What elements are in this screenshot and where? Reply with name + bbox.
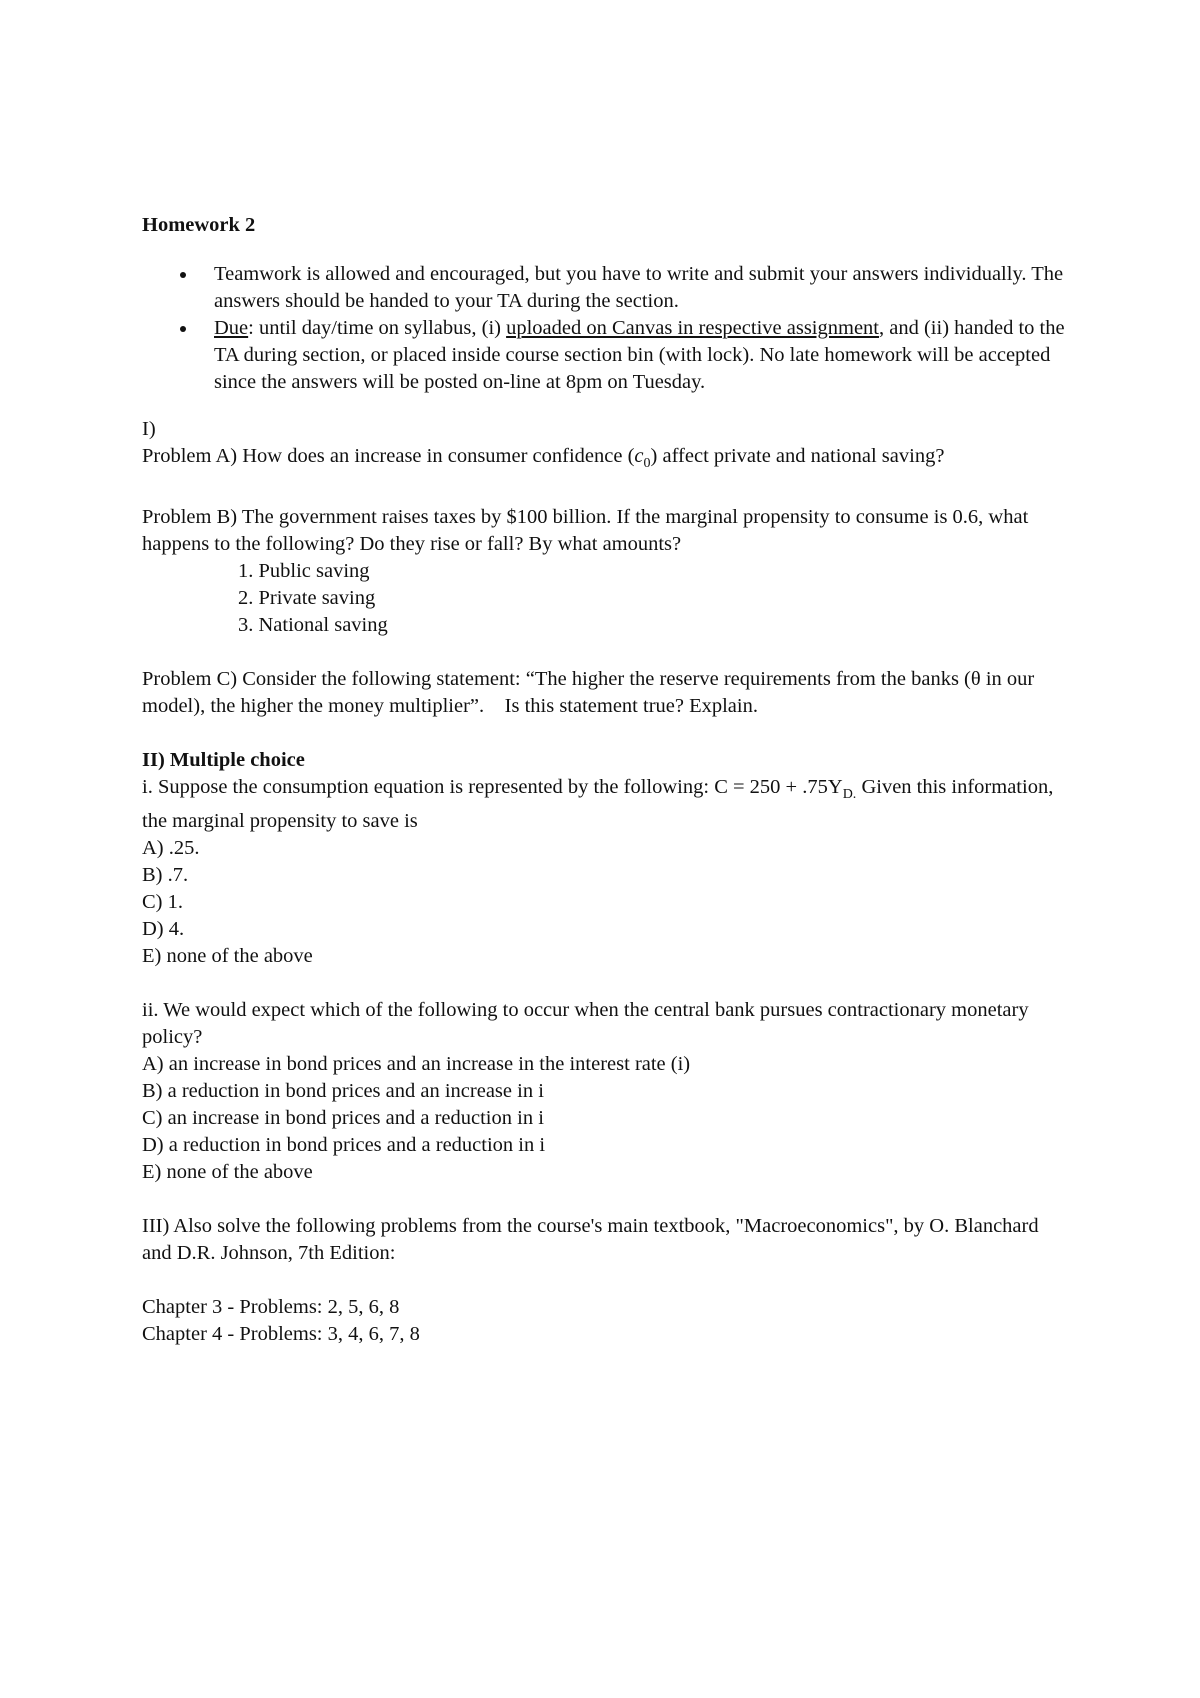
problem-a-subscript: 0 [643, 456, 651, 472]
problem-b-item: 1. Public saving [238, 560, 370, 583]
question-i-text: i. Suppose the consumption equation is represented by the following: C = 250 + .75Y [142, 776, 843, 799]
problem-b: Problem B) The government raises taxes by $100 billion. If the marginal propensity to consume is 0.6, what happens to the following? Do they rise or fall? By what amounts? [142, 506, 1029, 556]
due-text-b: , and (ii) handed to the TA during section, or placed inside course section bin (with lock). No late homework will be accepted since the answers will be posted on-line at 8pm on Tuesday. [214, 317, 1065, 393]
problem-b-item: 2. Private saving [238, 587, 376, 610]
page-title: Homework 2 [142, 214, 256, 236]
question-i-option: D) 4. [142, 918, 185, 941]
problem-b-item: 3. National saving [238, 614, 388, 637]
section-3-text: III) Also solve the following problems from the course's main textbook, "Macroeconomics", by O. Blanchard and D.R. Johnson, 7th Edition: [142, 1215, 1039, 1265]
question-i-option: A) .25. [142, 837, 200, 860]
question-i-option: B) .7. [142, 864, 189, 887]
question-ii-option: D) a reduction in bond prices and a reduction in i [142, 1134, 546, 1157]
question-i-text-end: Given this information, the marginal propensity to save is [142, 776, 1054, 833]
question-i [142, 774, 1072, 835]
instruction-teamwork [142, 261, 1072, 315]
bullet-icon [180, 326, 186, 332]
instruction-due [142, 315, 1072, 396]
document-page [142, 212, 1072, 1348]
instructions-list [142, 261, 1072, 396]
question-i-subscript: D. [842, 787, 857, 803]
question-i-option: C) 1. [142, 891, 183, 914]
bullet-icon [180, 272, 186, 278]
problem-c: Problem C) Consider the following statement: “The higher the reserve requirements from the banks (θ in our model), the higher the money multiplier”. Is this statement true? Explain. [142, 668, 1040, 718]
question-ii: ii. We would expect which of the following to occur when the central bank pursues contractionary monetary policy? [142, 999, 1029, 1049]
problem-a [142, 443, 1072, 477]
question-ii-option: A) an increase in bond prices and an increase in the interest rate (i) [142, 1053, 691, 1076]
section-1-heading: I) [142, 418, 156, 440]
question-ii-option: C) an increase in bond prices and a reduction in i [142, 1107, 544, 1130]
due-label: Due [214, 317, 249, 339]
instruction-teamwork-text: Teamwork is allowed and encouraged, but you have to write and submit your answers individually. The answers should be handed to your TA during the section. [214, 263, 1064, 312]
chapter-problems: Chapter 4 - Problems: 3, 4, 6, 7, 8 [142, 1323, 420, 1346]
problem-a-variable: c [634, 445, 644, 467]
question-i-option: E) none of the above [142, 945, 313, 968]
problem-a-text: Problem A) How does an increase in consumer confidence ( [142, 445, 635, 467]
question-ii-option: B) a reduction in bond prices and an increase in i [142, 1080, 544, 1103]
chapter-problems: Chapter 3 - Problems: 2, 5, 6, 8 [142, 1296, 400, 1319]
problem-a-text-end: ) affect private and national saving? [650, 445, 945, 467]
canvas-assignment-link[interactable]: uploaded on Canvas in respective assignment [506, 317, 879, 339]
question-ii-option: E) none of the above [142, 1161, 313, 1184]
due-text-a: : until day/time on syllabus, (i) [248, 317, 507, 339]
section-2-heading: II) Multiple choice [142, 749, 305, 772]
